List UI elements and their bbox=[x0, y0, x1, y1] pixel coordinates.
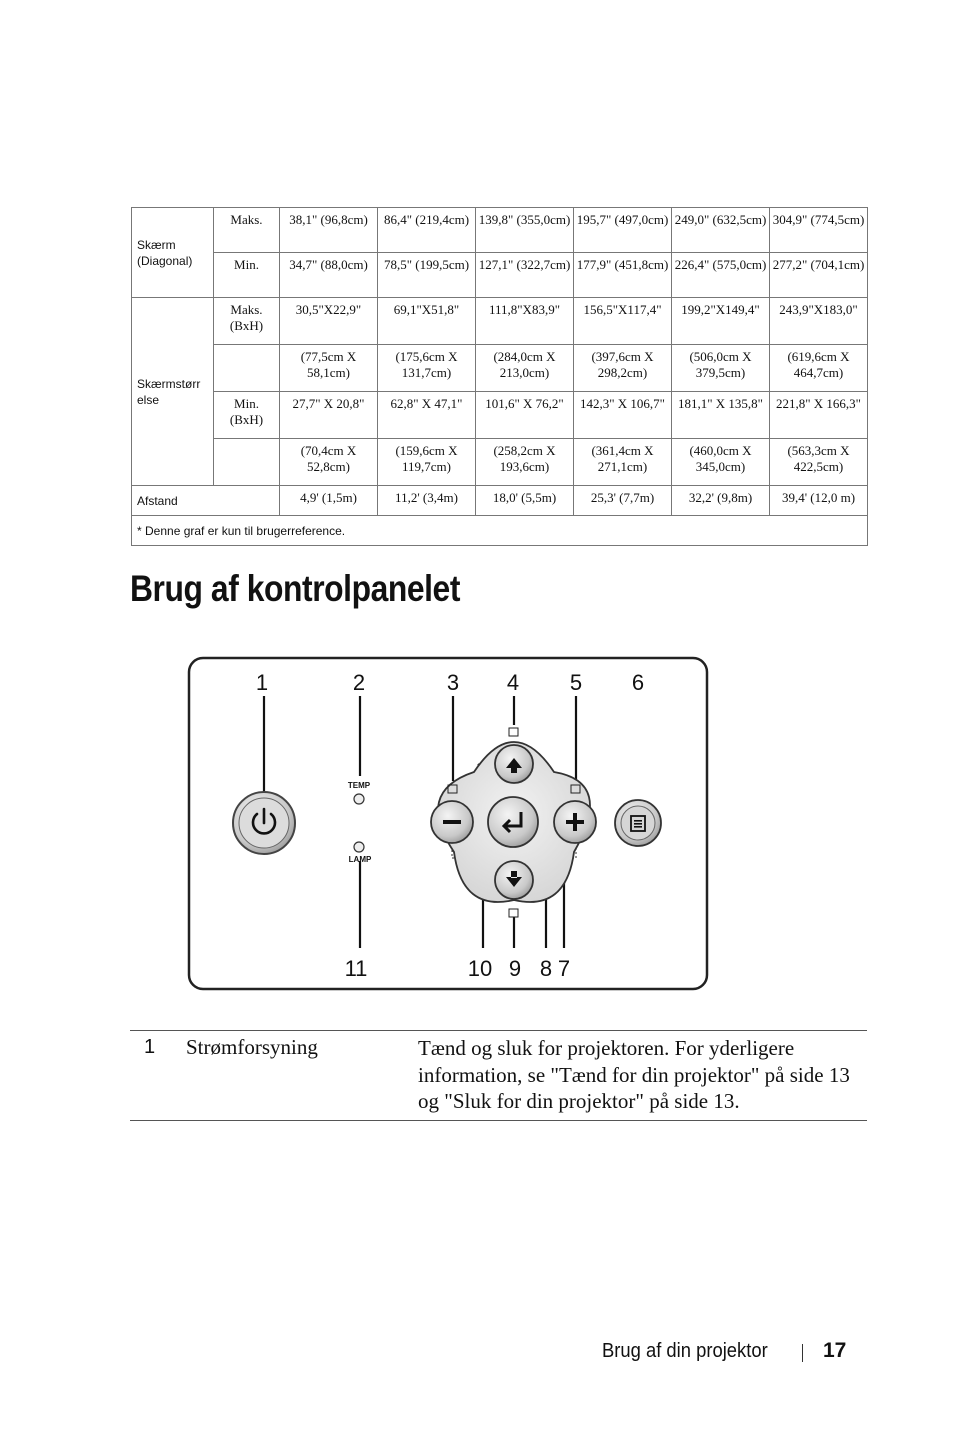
table-cell: 221,8" X 166,3" bbox=[770, 392, 868, 439]
table-cell: 139,8" (355,0cm) bbox=[476, 208, 574, 253]
min-label: Min. bbox=[214, 253, 280, 298]
down-button[interactable] bbox=[495, 861, 533, 899]
table-cell: (159,6cm X 119,7cm) bbox=[378, 439, 476, 486]
callout-5: 5 bbox=[569, 670, 583, 695]
table-cell: 156,5"X117,4" bbox=[574, 298, 672, 345]
table-cell: (175,6cm X 131,7cm) bbox=[378, 345, 476, 392]
description-bottom-rule bbox=[130, 1120, 867, 1121]
callout-8: 8 bbox=[539, 956, 553, 981]
callout-9: 9 bbox=[508, 956, 522, 981]
table-cell: 27,7" X 20,8" bbox=[280, 392, 378, 439]
table-cell: 32,2' (9,8m) bbox=[672, 486, 770, 516]
callout-3: 3 bbox=[446, 670, 460, 695]
menu-button[interactable] bbox=[615, 800, 661, 846]
table-cell: 304,9" (774,5cm) bbox=[770, 208, 868, 253]
footer-divider bbox=[802, 1344, 803, 1362]
table-cell: (619,6cm X 464,7cm) bbox=[770, 345, 868, 392]
table-cell: 243,9"X183,0" bbox=[770, 298, 868, 345]
table-cell: 195,7" (497,0cm) bbox=[574, 208, 672, 253]
row-header-screen-diagonal: Skærm (Diagonal) bbox=[132, 208, 214, 298]
table-cell: 111,8"X83,9" bbox=[476, 298, 574, 345]
screen-size-table bbox=[131, 207, 868, 546]
page-number: 17 bbox=[823, 1339, 847, 1362]
table-cell: 101,6" X 76,2" bbox=[476, 392, 574, 439]
lamp-label: LAMP bbox=[348, 855, 372, 864]
minus-button[interactable] bbox=[431, 801, 473, 843]
table-cell: 34,7" (88,0cm) bbox=[280, 253, 378, 298]
table-cell: (361,4cm X 271,1cm) bbox=[574, 439, 672, 486]
table-cell: 142,3" X 106,7" bbox=[574, 392, 672, 439]
table-cell: (284,0cm X 213,0cm) bbox=[476, 345, 574, 392]
table-cell: 11,2' (3,4m) bbox=[378, 486, 476, 516]
table-cell: 25,3' (7,7m) bbox=[574, 486, 672, 516]
table-cell: 78,5" (199,5cm) bbox=[378, 253, 476, 298]
callout-7: 7 bbox=[557, 956, 571, 981]
table-cell: (258,2cm X 193,6cm) bbox=[476, 439, 574, 486]
table-cell: 38,1" (96,8cm) bbox=[280, 208, 378, 253]
empty-cell bbox=[214, 439, 280, 486]
enter-button[interactable] bbox=[488, 797, 538, 847]
lamp-led bbox=[354, 842, 364, 852]
max-bxh-label: Maks. (BxH) bbox=[214, 298, 280, 345]
table-cell: (460,0cm X 345,0cm) bbox=[672, 439, 770, 486]
table-cell: 127,1" (322,7cm) bbox=[476, 253, 574, 298]
table-cell: (397,6cm X 298,2cm) bbox=[574, 345, 672, 392]
description-name: Strømforsyning bbox=[186, 1035, 318, 1059]
table-cell: 18,0' (5,5m) bbox=[476, 486, 574, 516]
plus-button[interactable] bbox=[554, 801, 596, 843]
description-top-rule bbox=[130, 1030, 867, 1031]
up-button[interactable] bbox=[495, 745, 533, 783]
row-header-screen-size: Skærmstørr else bbox=[132, 298, 214, 486]
table-cell: 226,4" (575,0cm) bbox=[672, 253, 770, 298]
min-bxh-label: Min. (BxH) bbox=[214, 392, 280, 439]
table-cell: (77,5cm X 58,1cm) bbox=[280, 345, 378, 392]
table-cell: 39,4' (12,0 m) bbox=[770, 486, 868, 516]
table-cell: 181,1" X 135,8" bbox=[672, 392, 770, 439]
table-cell: 249,0" (632,5cm) bbox=[672, 208, 770, 253]
callout-11: 11 bbox=[344, 956, 368, 981]
table-cell: 4,9' (1,5m) bbox=[280, 486, 378, 516]
table-cell: (506,0cm X 379,5cm) bbox=[672, 345, 770, 392]
table-cell: 30,5"X22,9" bbox=[280, 298, 378, 345]
callout-10: 10 bbox=[467, 956, 493, 981]
table-cell: 69,1"X51,8" bbox=[378, 298, 476, 345]
table-cell: (563,3cm X 422,5cm) bbox=[770, 439, 868, 486]
table-cell: 199,2"X149,4" bbox=[672, 298, 770, 345]
callout-1: 1 bbox=[255, 670, 269, 695]
empty-cell bbox=[214, 345, 280, 392]
table-cell: 177,9" (451,8cm) bbox=[574, 253, 672, 298]
temp-led bbox=[354, 794, 364, 804]
table-footnote: * Denne graf er kun til brugerreference. bbox=[132, 516, 868, 546]
footer-section-title: Brug af din projektor bbox=[602, 1340, 768, 1362]
callout-2: 2 bbox=[352, 670, 366, 695]
table-cell: 277,2" (704,1cm) bbox=[770, 253, 868, 298]
max-label: Maks. bbox=[214, 208, 280, 253]
temp-label: TEMP bbox=[347, 781, 371, 790]
table-cell: 62,8" X 47,1" bbox=[378, 392, 476, 439]
description-number: 1 bbox=[144, 1036, 156, 1058]
description-text: Tænd og sluk for projektoren. For yderligere information, se "Tænd for din projektor" på side 13 og "Sluk for din projektor" på side 13. bbox=[418, 1036, 850, 1113]
table-cell: 86,4" (219,4cm) bbox=[378, 208, 476, 253]
callout-6: 6 bbox=[631, 670, 645, 695]
control-panel-diagram bbox=[184, 652, 714, 994]
row-header-distance: Afstand bbox=[132, 486, 280, 516]
power-button[interactable] bbox=[233, 792, 295, 854]
table-cell: (70,4cm X 52,8cm) bbox=[280, 439, 378, 486]
section-title: Brug af kontrolpanelet bbox=[130, 568, 460, 609]
callout-4: 4 bbox=[506, 670, 520, 695]
minus-icon bbox=[443, 820, 461, 824]
